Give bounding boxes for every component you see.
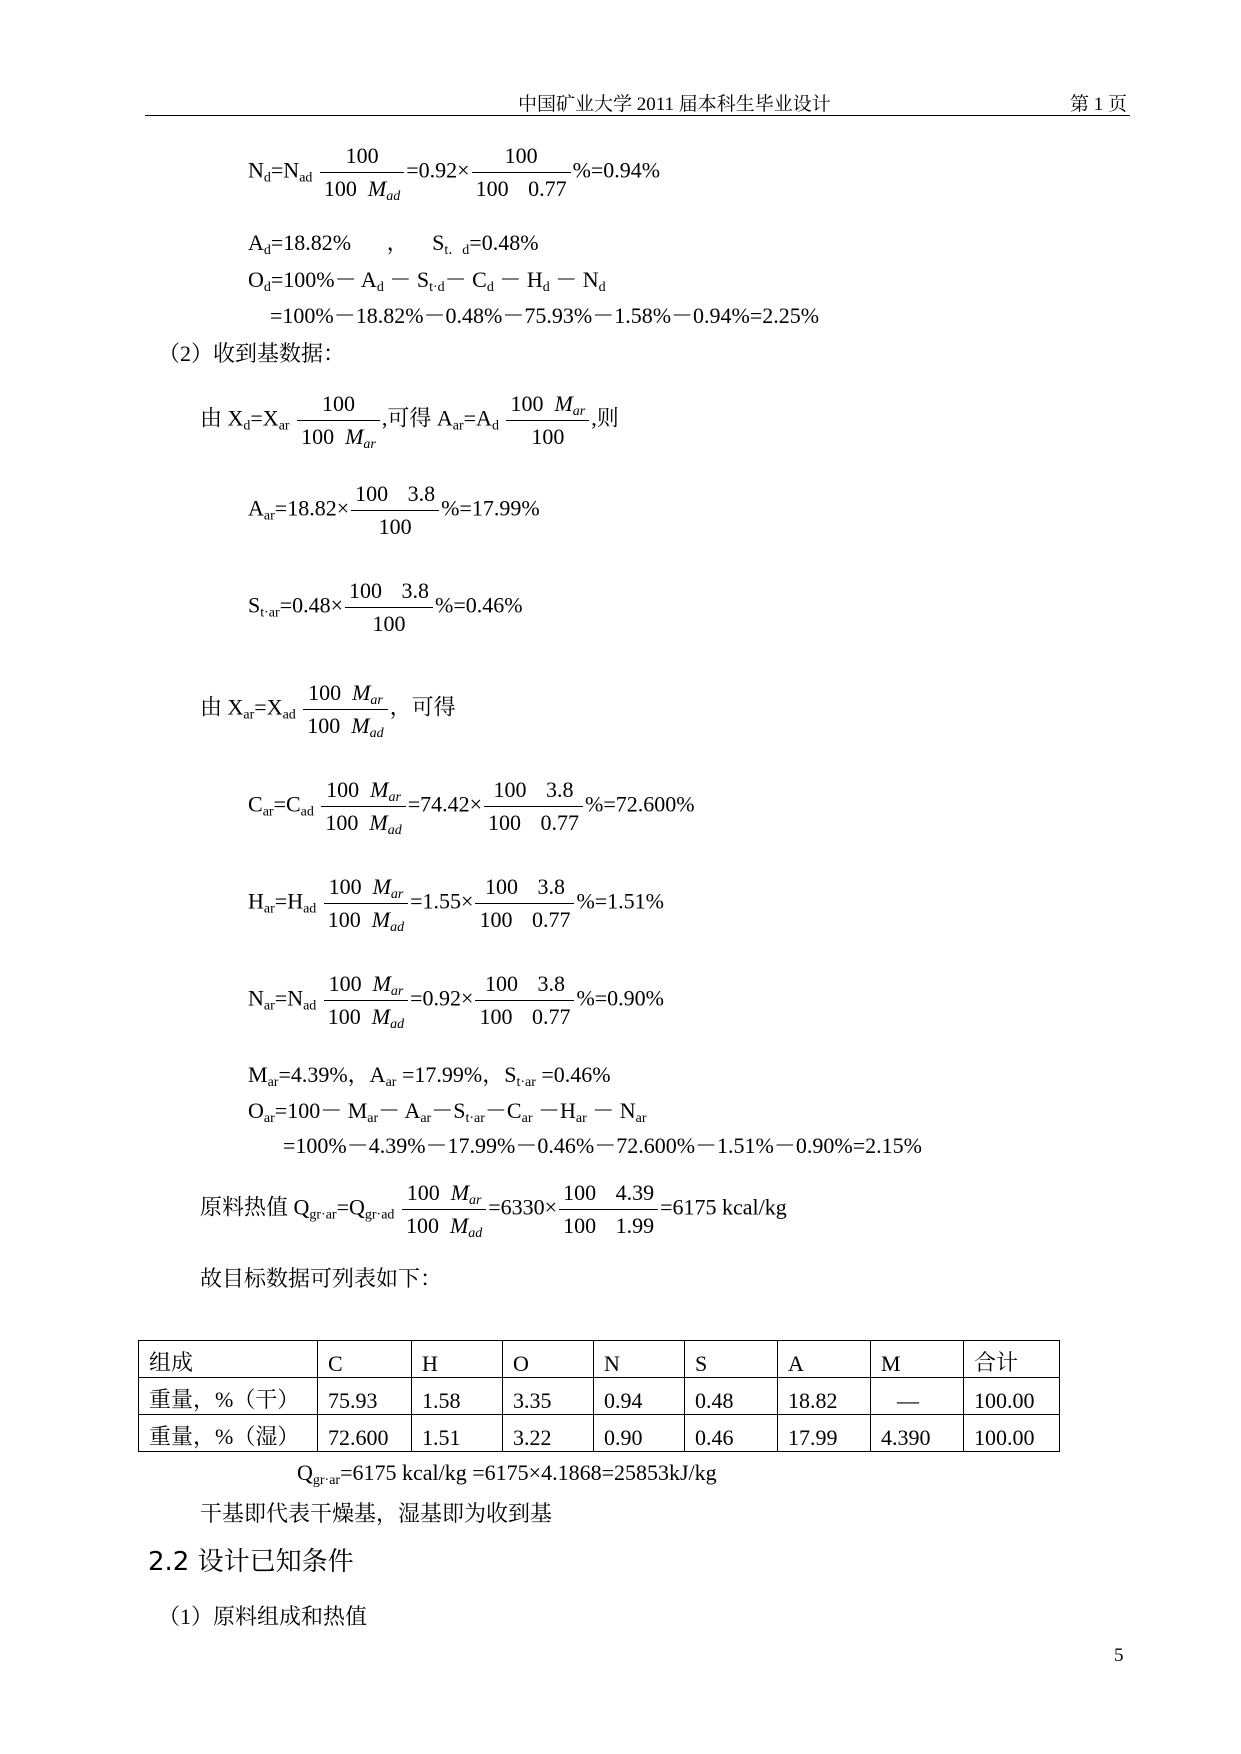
header-title: 中国矿业大学 2011 届本科生毕业设计 xyxy=(518,94,831,115)
table-cell: 1.58 xyxy=(412,1378,503,1415)
table-cell: 1.51 xyxy=(412,1415,503,1452)
line-mar: $M_{ar}=4.39\%$，$A_{ar} =17.99\%$，$S_{t\cdot ar} =0.46\%$ xyxy=(248,1062,611,1090)
table-cell: 18.82 xyxy=(778,1378,871,1415)
table-header-row xyxy=(139,1341,1060,1378)
equation-har: $H_{ar}=H_{ad}$ 100 $M_{ar}$ 100 $M_{ad}$ =1.55× $\frac{100 3.8}{100 0.77}$ %=1.51% xyxy=(248,874,665,935)
table-cell: 3.35 xyxy=(503,1378,594,1415)
line-ad-std: $A_d=18.82\%$ ， $S_{t.d}=0.48\%$ xyxy=(248,230,539,258)
table-header-cell: 合计 xyxy=(964,1341,1060,1378)
table-cell: 72.600 xyxy=(318,1415,412,1452)
equation-heating-value: 原料热值 $Q_{gr\cdot ar}=Q_{gr\cdot ad}$ 100 $M_{ar}$ 100 $M_{ad}$ =6330× $\frac{100 4.39}{100 1.99}$ =6175 kcal/kg xyxy=(200,1180,787,1241)
fraction: 100 $M_{ar}$ 100 $M_{ad}$ xyxy=(402,1180,486,1239)
line-od-result: =100%－18.82%－0.48%－75.93%－1.58%－0.94%=2.25% xyxy=(270,303,820,328)
equation-xd: 由 $X_d=X_{ar}$ 100 100 $M_{ar}$ ,可得 $A_{ar}=A_d$ 100 $M_{ar}$ 100 ,则 xyxy=(200,391,619,452)
line-qgr-conversion: $Q_{gr\cdot ar}=6175$ kcal/kg =6175×4.1868=25853kJ/kg xyxy=(297,1460,717,1488)
table-header-cell: S xyxy=(685,1341,778,1378)
table-header-cell: M xyxy=(871,1341,964,1378)
fraction: $\frac{100}{100 0.77}$ xyxy=(472,143,571,202)
table-cell: 0.94 xyxy=(594,1378,685,1415)
equation-aar: $A_{ar}=18.82\times$ $\frac{100 3.8}{100}$ %=17.99% xyxy=(248,481,540,539)
fraction: $\frac{100 3.8}{100 0.77}$ xyxy=(475,971,574,1030)
fraction: $\frac{100 3.8}{100 0.77}$ xyxy=(475,874,574,933)
table-header-cell: O xyxy=(503,1341,594,1378)
table-cell: 3.22 xyxy=(503,1415,594,1452)
equation-xar: 由 $X_{ar}=X_{ad}$ 100 $M_{ar}$ 100 $M_{ad}$ ，可得 xyxy=(200,680,456,741)
table-header-cell: 组成 xyxy=(139,1341,318,1378)
table-cell: 0.48 xyxy=(685,1378,778,1415)
table-header-cell: H xyxy=(412,1341,503,1378)
table-header-cell: N xyxy=(594,1341,685,1378)
equation-nd: $N_d=N_{ad}$ 100 100 $M_{ad}$ =0.92× $\frac{100}{100 0.77}$ %=0.94% xyxy=(248,143,661,204)
table-cell: 4.390 xyxy=(871,1415,964,1452)
section-heading: 2.2 设计已知条件 xyxy=(148,1547,354,1577)
footer-page-number: 5 xyxy=(1114,1645,1124,1666)
fraction: $\frac{100 4.39}{100 1.99}$ xyxy=(559,1180,658,1239)
table-row xyxy=(139,1415,1060,1452)
equation-car: $C_{ar}=C_{ad}$ 100 $M_{ar}$ 100 $M_{ad}$ =74.42× $\frac{100 3.8}{100 0.77}$ %=72.600% xyxy=(248,777,695,838)
table-cell: 0.90 xyxy=(594,1415,685,1452)
fraction: $\frac{100 3.8}{100}$ xyxy=(351,481,439,540)
table-cell: 17.99 xyxy=(778,1415,871,1452)
table-cell: 重量，%（湿） xyxy=(139,1415,318,1452)
table-cell: 0.46 xyxy=(685,1415,778,1452)
fraction: 100 $M_{ar}$ 100 $M_{ad}$ xyxy=(324,971,408,1030)
fraction: 100 100 $M_{ar}$ xyxy=(297,391,380,450)
table-cell: 75.93 xyxy=(318,1378,412,1415)
sub-heading: （1）原料组成和热值 xyxy=(158,1604,368,1629)
header-page: 第 1 页 xyxy=(1070,94,1128,115)
table-cell: — xyxy=(871,1378,964,1415)
fraction: 100 $M_{ar}$ 100 $M_{ad}$ xyxy=(324,874,408,933)
section-2-label: （2）收到基数据： xyxy=(158,341,346,366)
fraction: 100 $M_{ar}$ 100 $M_{ad}$ xyxy=(321,777,405,836)
fraction: 100 100 $M_{ad}$ xyxy=(320,143,404,202)
equation-sar: $S_{t\cdot ar}=0.48\times$ $\frac{100 3.8}{100}$ %=0.46% xyxy=(248,578,523,636)
note-text: 干基即代表干燥基，湿基即为收到基 xyxy=(200,1501,553,1526)
table-header-cell: C xyxy=(318,1341,412,1378)
equation-nar: $N_{ar}=N_{ad}$ 100 $M_{ar}$ 100 $M_{ad}$ =0.92× $\frac{100 3.8}{100 0.77}$ %=0.90% xyxy=(248,971,665,1032)
table-cell: 100.00 xyxy=(964,1378,1060,1415)
fraction: $\frac{100 3.8}{100}$ xyxy=(345,578,433,637)
table-intro: 故目标数据可列表如下： xyxy=(200,1266,443,1291)
fraction: $\frac{100 3.8}{100 0.77}$ xyxy=(484,777,583,836)
fraction: 100 $M_{ar}$ 100 xyxy=(506,391,589,450)
composition-table xyxy=(138,1340,1060,1452)
table-cell: 重量，%（干） xyxy=(139,1378,318,1415)
table-row xyxy=(139,1378,1060,1415)
table-header-cell: A xyxy=(778,1341,871,1378)
fraction: 100 $M_{ar}$ 100 $M_{ad}$ xyxy=(303,680,387,739)
line-oar: $O_{ar}=100- M_{ar}- A_{ar}-S_{t\cdot ar}-C_{ar} -H_{ar} - N_{ar}$ xyxy=(248,1098,647,1126)
header-rule xyxy=(145,115,1130,116)
table-cell: 100.00 xyxy=(964,1415,1060,1452)
line-od: $O_d=100\%- A_d - S_{t\cdot d}- C_d - H_d - N_d$ xyxy=(248,267,606,295)
line-oar-result: =100%－4.39%－17.99%－0.46%－72.600%－1.51%－0.90%=2.15% xyxy=(283,1133,922,1158)
